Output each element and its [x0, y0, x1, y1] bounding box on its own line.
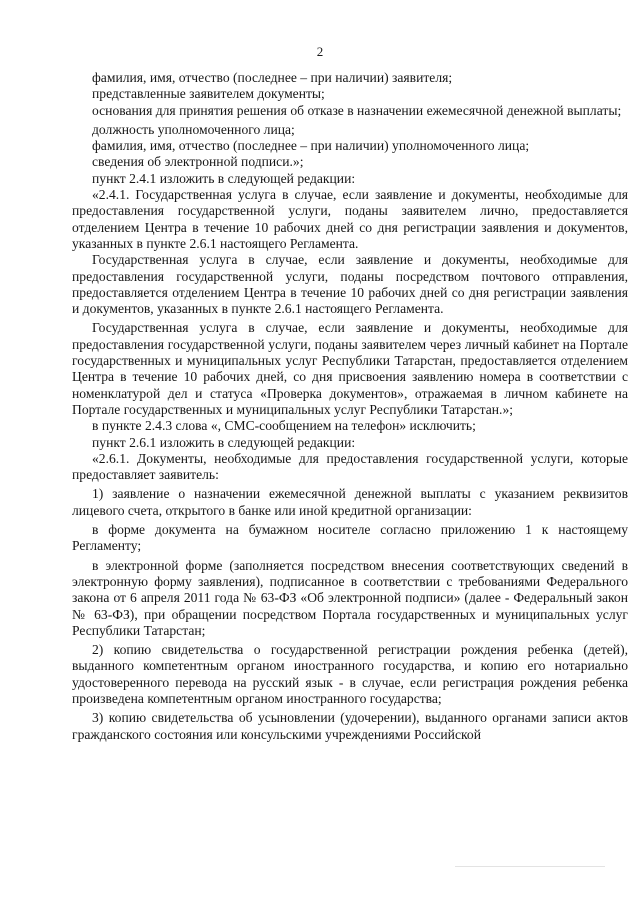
paragraph-2-6-1-documents: «2.6.1. Документы, необходимые для предоставления государственной услуги, которые предоставляет заявитель: — [72, 450, 628, 483]
paragraph-2-4-1-in-person: «2.4.1. Государственная услуга в случае, если заявление и документы, необходимые для предоставления государственной услуги, поданы заявителем лично, предоставляется отделением Центра в течение 10 рабочих дней со дня регистрации заявления и документов, указанных в пункте 2.6.1 настоящего Регламента. — [72, 187, 628, 251]
paragraph-paper-form: в форме документа на бумажном носителе согласно приложению 1 к настоящему Регламенту; — [72, 522, 628, 554]
paragraph-refusal-grounds: основания для принятия решения об отказе в назначении ежемесячной денежной выплаты; — [92, 102, 622, 118]
paragraph-submitted-documents: представленные заявителем документы; — [92, 86, 325, 102]
paragraph-applicant-name: фамилия, имя, отчество (последнее – при наличии) заявителя; — [92, 70, 453, 85]
paragraph-official-position: должность уполномоченного лица; — [92, 121, 295, 137]
paragraph-item-3-adoption-certificate: 3) копию свидетельства об усыновлении (удочерении), выданного органами записи актов гражданского состояния или консульскими учреждениями Российской — [72, 710, 628, 742]
paragraph-signature-info: сведения об электронной подписи.»; — [92, 154, 304, 170]
paragraph-2-4-1-online: Государственная услуга в случае, если заявление и документы, необходимые для предоставления государственной услуги, поданы заявителем через личный кабинет на Портале государственных и муниципальных услуг Республики Татарстан, предоставляется отделением Центра в течение 10 рабочих дней, со дня присвоения заявлению номера в соответствии с номенклатурой дел и статуса «Проверка документов», отражаемая в личном кабинете на Портале государственных и муниципальных услуг Республики Татарстан.»; — [72, 320, 628, 417]
paragraph-item-1-application: 1) заявление о назначении ежемесячной денежной выплаты с указанием реквизитов лицевого счета, открытого в банке или иной кредитной организации: — [72, 486, 628, 518]
paragraph-official-name: фамилия, имя, отчество (последнее – при наличии) уполномоченного лица; — [92, 138, 530, 154]
paragraph-amend-2-6-1: пункт 2.6.1 изложить в следующей редакции: — [92, 434, 356, 450]
page-number: 2 — [316, 44, 324, 59]
scan-artifact-line — [455, 866, 605, 867]
paragraph-item-2-birth-certificate: 2) копию свидетельства о государственной регистрации рождения ребенка (детей), выданного компетентным органом иностранного государства, и копию его нотариально удостоверенного перевода на русский язык - в случае, если регистрация рождения ребенка произведена компетентным органом иностранного государства; — [72, 642, 628, 706]
paragraph-amend-2-4-1: пункт 2.4.1 изложить в следующей редакции: — [92, 170, 356, 186]
paragraph-electronic-form: в электронной форме (заполняется посредством внесения соответствующих сведений в электронную форму заявления), подписанное в соответствии с требованиями Федерального закона от 6 апреля 2011 года № 63-ФЗ «Об электронной подписи» (далее - Федеральный закон № 63-ФЗ), при обращении посредством Портала государственных и муниципальных услуг Республики Татарстан; — [72, 557, 628, 638]
document-body — [72, 70, 628, 743]
paragraph-2-4-1-by-post: Государственная услуга в случае, если заявление и документы, необходимые для предоставления государственной услуги, поданы посредством почтового отправления, предоставляется отделением Центра в течение 10 рабочих дней со дня регистрации заявления и документов, указанных в пункте 2.6.1 настоящего Регламента. — [72, 252, 628, 317]
paragraph-amend-2-4-3: в пункте 2.4.3 слова «, СМС-сообщением на телефон» исключить; — [92, 418, 476, 434]
